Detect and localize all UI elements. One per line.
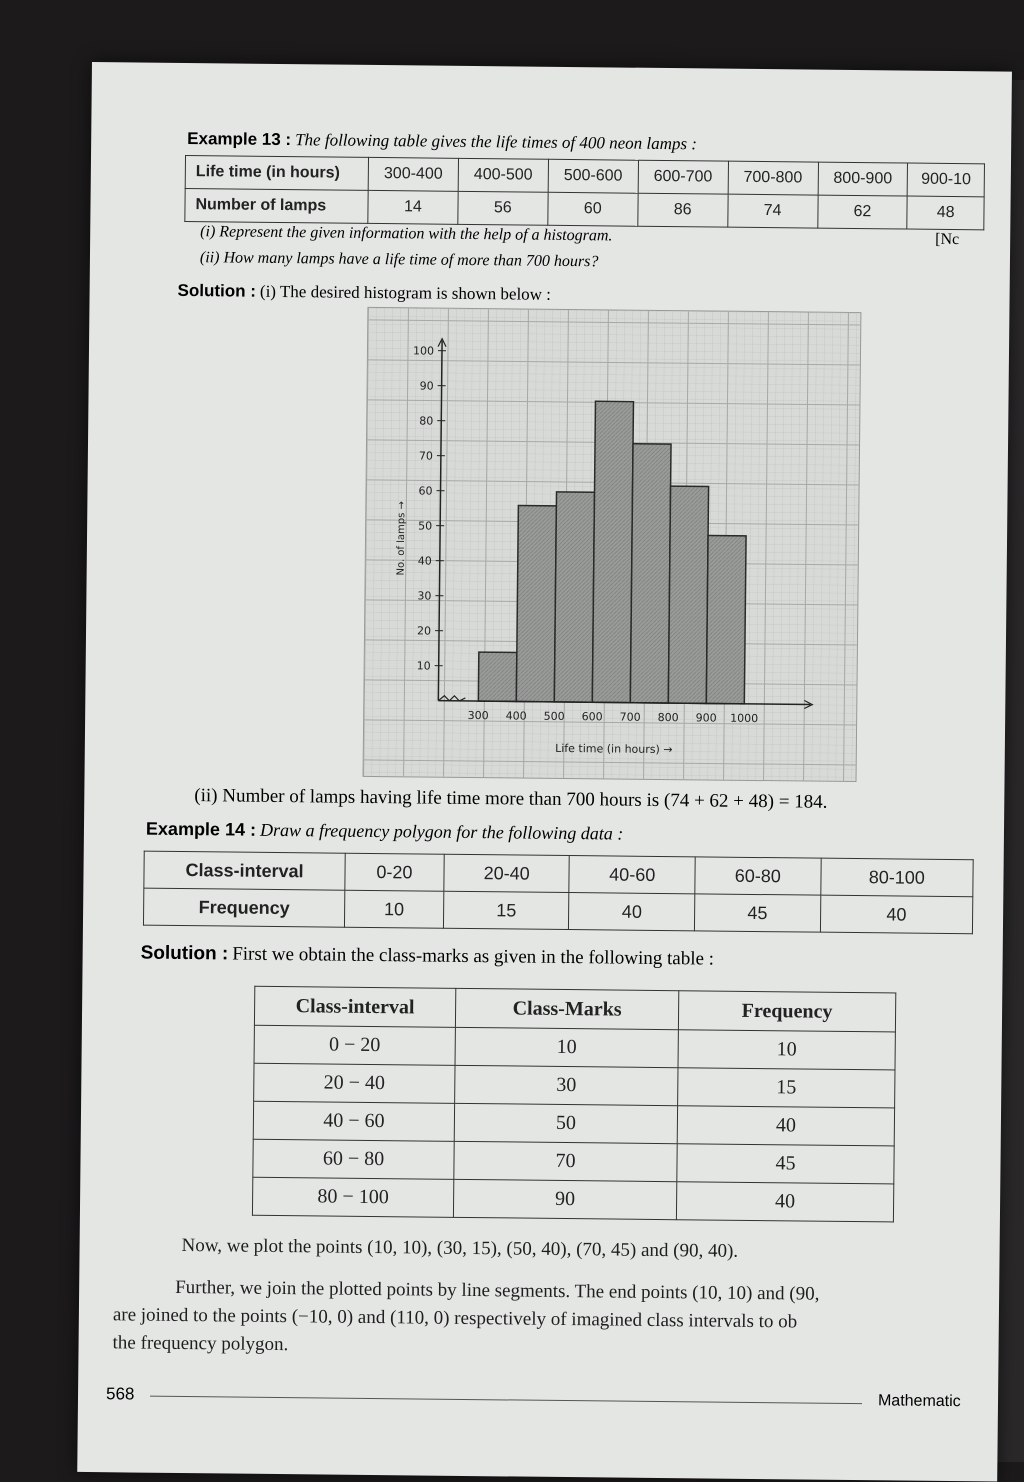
x-tick-label: 900 [696, 711, 717, 724]
x-tick-label: 1000 [730, 712, 758, 725]
example14-heading: Example 14 : [146, 819, 256, 840]
table-cell: 15 [678, 1068, 895, 1108]
classmarks-table [252, 986, 896, 1223]
histogram-bar [630, 444, 671, 703]
y-tick-label: 70 [419, 449, 433, 462]
table-cell: 80 − 100 [252, 1177, 453, 1217]
table-cell: 40-60 [569, 856, 695, 894]
footer-book-title: Mathematic [878, 1392, 961, 1411]
x-tick-label: 500 [544, 710, 565, 723]
histogram-bar [706, 535, 746, 703]
histogram-bar [592, 401, 633, 702]
table-row [254, 1063, 895, 1108]
table-cell: 20 − 40 [254, 1063, 455, 1103]
x-tick-label: 700 [620, 711, 641, 724]
x-tick-label: 800 [658, 711, 679, 724]
histogram-figure [363, 307, 862, 782]
paragraph-join-line2: are joined to the points (−10, 0) and (110, 0) respectively of imagined class intervals to ob [113, 1304, 798, 1333]
question-2: (ii) How many lamps have a life time of more than 700 hours? [200, 249, 599, 271]
table-cell: 20-40 [444, 854, 570, 892]
table-cell: 60 − 80 [253, 1139, 454, 1179]
x-tick-label: 400 [506, 709, 527, 722]
solution14 [141, 943, 715, 971]
y-tick-label: 10 [417, 659, 431, 672]
table-cell: 62 [817, 195, 907, 229]
solution-label: Solution : [141, 943, 229, 965]
table-cell: 300-400 [368, 157, 458, 191]
y-tick-label: 80 [419, 414, 433, 427]
table-cell: 45 [677, 1144, 894, 1184]
table-row [253, 1139, 894, 1184]
paragraph-join-line1: Further, we join the plotted points by line segments. The end points (10, 10) and (90, [175, 1277, 819, 1306]
table-row-label: Frequency [143, 888, 344, 927]
table-cell: 30 [455, 1065, 678, 1105]
frequency-table [143, 851, 974, 935]
footer-rule [150, 1396, 862, 1404]
solution-text: (i) The desired histogram is shown below : [260, 282, 551, 304]
y-tick-label: 90 [420, 379, 434, 392]
table-cell: 600-700 [638, 160, 728, 194]
table-cell: 15 [443, 891, 569, 929]
histogram-bar [554, 492, 594, 702]
table-row-label: Number of lamps [185, 188, 368, 223]
histogram-chart [364, 308, 861, 781]
table-row [143, 888, 972, 934]
table-cell: 40 [677, 1106, 894, 1146]
book-page [77, 62, 1012, 1482]
table-row-label: Class-interval [144, 851, 345, 890]
table-cell: 86 [638, 193, 728, 227]
column-header: Class-interval [254, 986, 455, 1027]
table-cell: 50 [454, 1103, 677, 1143]
table-header-row [254, 986, 895, 1032]
table-cell: 60-80 [695, 857, 821, 895]
table-cell: 500-600 [548, 159, 638, 193]
example13-title [187, 129, 697, 154]
table-cell: 10 [344, 890, 443, 928]
histogram-bar [516, 505, 556, 701]
table-cell: 400-500 [458, 158, 548, 192]
lifetime-table [184, 155, 985, 230]
table-cell: 90 [453, 1179, 676, 1219]
table-cell: 40 − 60 [253, 1101, 454, 1141]
table-cell: 48 [907, 196, 984, 230]
table-cell: 40 [676, 1182, 893, 1222]
y-tick-label: 40 [418, 554, 432, 567]
example13-heading: Example 13 : [187, 129, 291, 149]
y-tick-label: 100 [413, 344, 434, 357]
column-header: Frequency [678, 991, 895, 1032]
example13-statement: The following table gives the life times of 400 neon lamps : [295, 130, 697, 153]
example14-statement: Draw a frequency polygon for the following data : [260, 820, 623, 844]
table-cell: 74 [727, 194, 817, 228]
table-cell: 45 [694, 894, 820, 932]
paragraph-plot-points: Now, we plot the points (10, 10), (30, 15), (50, 40), (70, 45) and (90, 40). [181, 1235, 738, 1263]
table-cell: 80-100 [820, 858, 973, 897]
table-cell: 700-800 [728, 161, 818, 195]
paragraph-join-line3: the frequency polygon. [112, 1332, 288, 1356]
page-number: 568 [106, 1384, 135, 1404]
table-cell: 10 [678, 1030, 895, 1070]
table-row [252, 1177, 893, 1222]
y-tick-label: 60 [418, 484, 432, 497]
column-header: Class-Marks [455, 988, 678, 1029]
table-cell: 40 [820, 895, 973, 934]
y-tick-label: 20 [417, 624, 431, 637]
table-cell: 800-900 [818, 162, 908, 196]
solution-text: First we obtain the class-marks as given in the following table : [232, 944, 714, 970]
question-1: (i) Represent the given information with the help of a histogram. [200, 223, 612, 245]
histogram-bar [668, 486, 708, 703]
table-cell: 14 [368, 190, 458, 224]
example14-title [146, 819, 624, 845]
table-row [254, 1025, 895, 1070]
table-cell: 10 [455, 1027, 678, 1067]
table-cell: 60 [548, 192, 638, 226]
table-cell: 0-20 [345, 853, 444, 891]
table-cell: 0 − 20 [254, 1025, 455, 1065]
x-axis-label: Life time (in hours) → [555, 742, 673, 756]
y-axis-label: No. of lamps → [396, 501, 408, 575]
table-row-label: Life time (in hours) [185, 155, 368, 190]
y-tick-label: 50 [418, 519, 432, 532]
table-cell: 70 [454, 1141, 677, 1181]
answer-ii: (ii) Number of lamps having life time more than 700 hours is (74 + 62 + 48) = 184. [194, 785, 827, 814]
y-tick-label: 30 [417, 589, 431, 602]
solution-label: Solution : [178, 281, 257, 301]
table-cell: 56 [458, 191, 548, 225]
table-cell: 900-10 [908, 163, 985, 197]
x-tick-label: 600 [582, 710, 603, 723]
histogram-bar [478, 652, 517, 701]
table-cell: 40 [569, 893, 695, 931]
table-row [253, 1101, 894, 1146]
x-tick-label: 300 [468, 709, 489, 722]
solution13 [178, 281, 552, 305]
side-note: [Nc [935, 231, 959, 249]
